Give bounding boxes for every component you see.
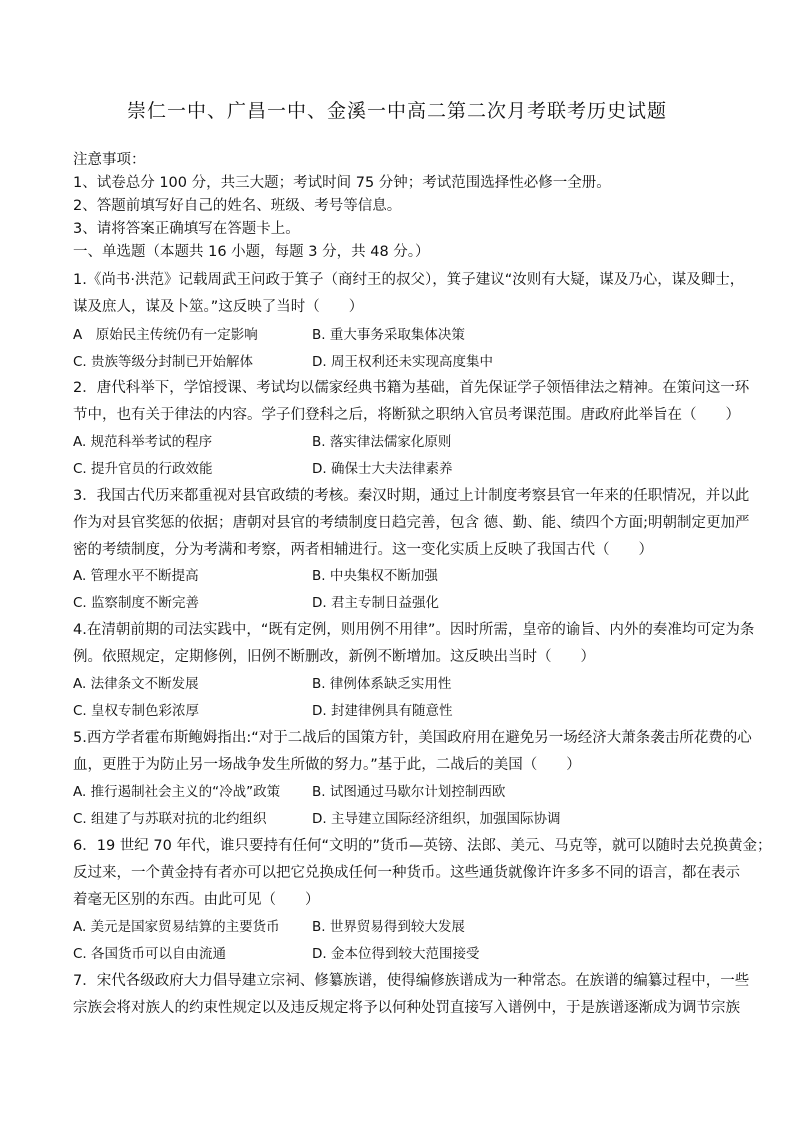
question-5-line-2: 血，更胜于为防止另一场战争发生所做的努力。”基于此，二战后的美国（ ） bbox=[73, 757, 581, 773]
question-2-line-2: 节中，也有关于律法的内容。学子们登科之后，将断狱之职纳入官员考课范围。唐政府此举旨在（ ） bbox=[73, 407, 740, 423]
question-4-option-c[interactable]: C. 皇权专制色彩浓厚 bbox=[73, 703, 200, 719]
question-5-option-b[interactable]: B. 试图通过马歇尔计划控制西欧 bbox=[312, 784, 506, 800]
question-3-option-b[interactable]: B. 中央集权不断加强 bbox=[312, 568, 438, 584]
question-6-option-a[interactable]: A. 美元是国家贸易结算的主要货币 bbox=[73, 919, 280, 935]
question-3-line-2: 作为对县官奖惩的依据；唐朝对县官的考绩制度日趋完善，包含 德、勤、能、绩四个方面;明朝制定更加严 bbox=[73, 515, 750, 531]
question-5-option-a[interactable]: A. 推行遏制社会主义的“冷战”政策 bbox=[73, 784, 281, 800]
question-4-option-b[interactable]: B. 律例体系缺乏实用性 bbox=[312, 676, 452, 692]
question-3-line-1: 3．我国古代历来都重视对县官政绩的考核。秦汉时期，通过上计制度考察县官一年来的任职情况，并以此 bbox=[73, 488, 750, 504]
section-heading: 一、单选题（本题共 16 小题，每题 3 分，共 48 分。） bbox=[73, 244, 430, 260]
question-4-line-1: 4.在清朝前期的司法实践中，“既有定例，则用例不用律”。因时所需，皇帝的谕旨、内外的奏准均可定为条 bbox=[73, 622, 755, 638]
question-6-line-3: 着毫无区别的东西。由此可见（ ） bbox=[73, 892, 320, 908]
exam-title: 崇仁一中、广昌一中、金溪一中高二第二次月考联考历史试题 bbox=[126, 100, 667, 122]
question-3-line-3: 密的考绩制度，分为考满和考察，两者相辅进行。这一变化实质上反映了我国古代（ ） bbox=[73, 542, 653, 558]
question-5-option-d[interactable]: D. 主导建立国际经济组织，加强国际协调 bbox=[312, 811, 561, 827]
question-1-option-a[interactable]: A 原始民主传统仍有一定影响 bbox=[73, 327, 258, 343]
question-2-option-c[interactable]: C. 提升官员的行政效能 bbox=[73, 461, 213, 477]
question-5-option-c[interactable]: C. 组建了与苏联对抗的北约组织 bbox=[73, 811, 267, 827]
question-1-line-2: 谋及庶人，谋及卜筮。”这反映了当时（ ） bbox=[73, 299, 364, 315]
question-3-option-d[interactable]: D. 君主专制日益强化 bbox=[312, 595, 439, 611]
question-1-option-b[interactable]: B. 重大事务采取集体决策 bbox=[312, 327, 465, 343]
question-1-option-c[interactable]: C. 贵族等级分封制已开始解体 bbox=[73, 354, 254, 370]
question-6-option-d[interactable]: D. 金本位得到较大范围接受 bbox=[312, 946, 480, 962]
question-6-option-b[interactable]: B. 世界贸易得到较大发展 bbox=[312, 919, 465, 935]
question-4-line-2: 例。依照规定，定期修例，旧例不断删改，新例不断增加。这反映出当时（ ） bbox=[73, 649, 595, 665]
question-1-option-d[interactable]: D. 周王权利还未实现高度集中 bbox=[312, 354, 493, 370]
notice-heading: 注意事项： bbox=[73, 152, 146, 168]
notice-item: 3、请将答案正确填写在答题卡上。 bbox=[73, 221, 300, 237]
notice-item: 1、试卷总分 100 分，共三大题；考试时间 75 分钟；考试范围选择性必修一全册。 bbox=[73, 175, 611, 191]
question-2-option-b[interactable]: B. 落实律法儒家化原则 bbox=[312, 434, 452, 450]
question-5-line-1: 5.西方学者霍布斯鲍姆指出:“对于二战后的国策方针，美国政府用在避免另一场经济大萧条袭击所花费的心 bbox=[73, 730, 752, 746]
question-2-line-1: 2．唐代科举下，学馆授课、考试均以儒家经典书籍为基础，首先保证学子领悟律法之精神。在策问这一环 bbox=[73, 380, 750, 396]
question-6-line-1: 6．19 世纪 70 年代，谁只要持有任何“文明的”货币—英镑、法郎、美元、马克等，就可以随时去兑换黄金； bbox=[73, 838, 772, 854]
notice-item: 2、答题前填写好自己的姓名、班级、考号等信息。 bbox=[73, 198, 402, 214]
question-6-option-c[interactable]: C. 各国货币可以自由流通 bbox=[73, 946, 227, 962]
question-3-option-a[interactable]: A. 管理水平不断提高 bbox=[73, 568, 199, 584]
question-7-line-2: 宗族会将对族人的约束性规定以及违反规定将予以何种处罚直接写入谱例中，于是族谱逐渐成为调节宗族 bbox=[73, 1000, 740, 1016]
question-3-option-c[interactable]: C. 监察制度不断完善 bbox=[73, 595, 200, 611]
question-4-option-a[interactable]: A. 法律条文不断发展 bbox=[73, 676, 199, 692]
question-6-line-2: 反过来，一个黄金持有者亦可以把它兑换成任何一种货币。这些通货就像许许多多不同的语言，都在表示 bbox=[73, 865, 740, 881]
question-7-line-1: 7．宋代各级政府大力倡导建立宗祠、修纂族谱，使得编修族谱成为一种常态。在族谱的编纂过程中，一些 bbox=[73, 973, 750, 989]
question-2-option-d[interactable]: D. 确保士大夫法律素养 bbox=[312, 461, 453, 477]
question-1-line-1: 1.《尚书·洪范》记载周武王问政于箕子（商纣王的叔父），箕子建议“汝则有大疑，谋及乃心，谋及卿士， bbox=[73, 272, 745, 288]
question-4-option-d[interactable]: D. 封建律例具有随意性 bbox=[312, 703, 453, 719]
question-2-option-a[interactable]: A. 规范科举考试的程序 bbox=[73, 434, 213, 450]
